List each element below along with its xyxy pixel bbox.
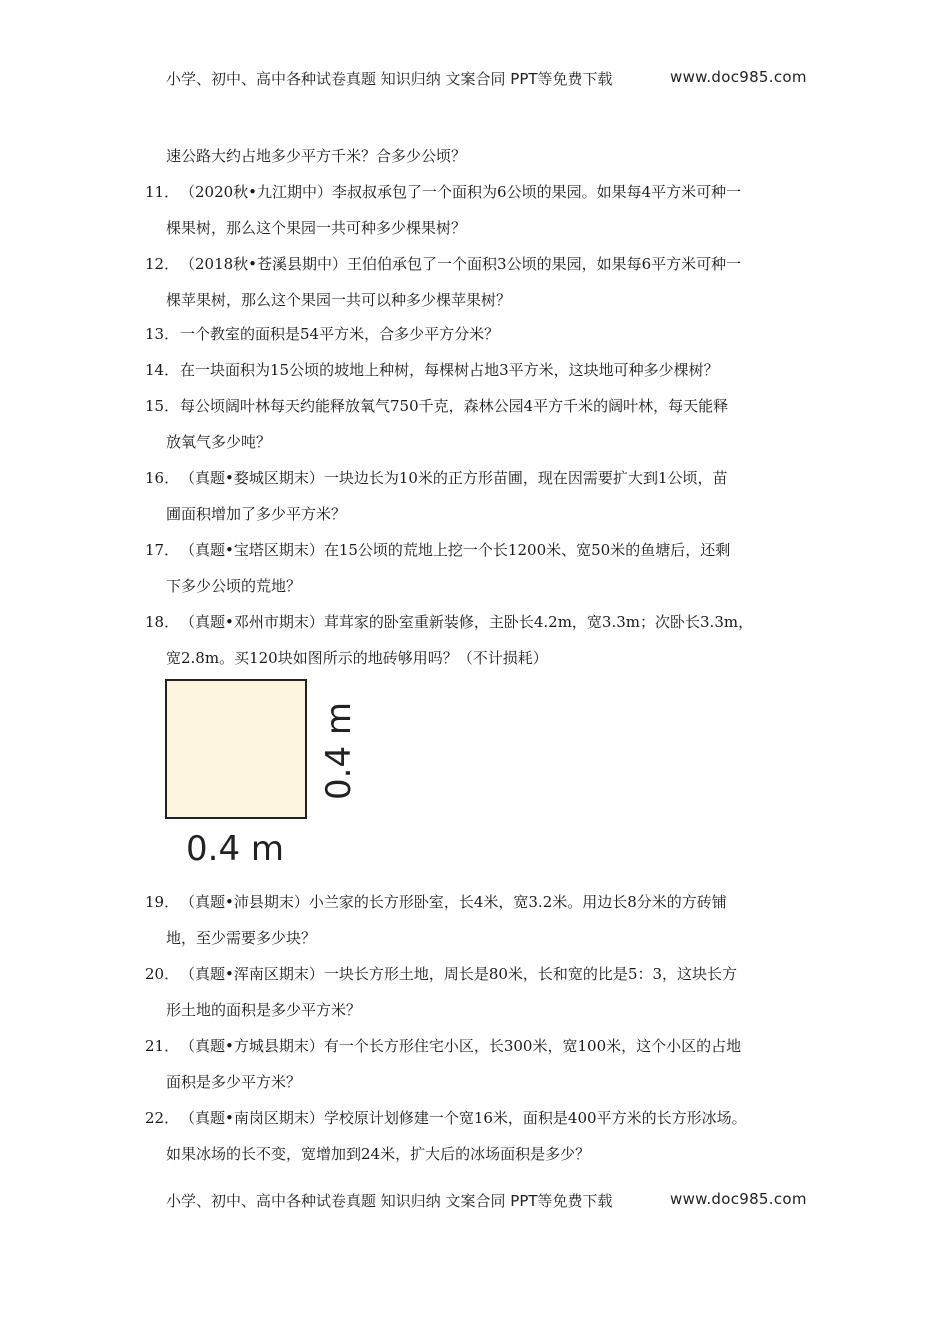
header-url[interactable]: www.doc985.com [670, 68, 807, 86]
problem-number: 12． [145, 255, 180, 273]
problem-line: （真题•邓州市期末）茸茸家的卧室重新装修，主卧长4.2m，宽3.3m；次卧长3.3m， [180, 613, 754, 631]
continuation-line: 速公路大约占地多少平方千米？合多少公顷？ [166, 147, 467, 165]
problem-line: 下多少公顷的荒地？ [166, 577, 302, 595]
problem-line: （真题•浑南区期末）一块长方形土地，周长是80米，长和宽的比是5：3，这块长方 [180, 965, 738, 983]
footer-url[interactable]: www.doc985.com [670, 1190, 807, 1208]
problem-number: 13． [145, 325, 180, 343]
problem-line: 棵果树，那么这个果园一共可种多少棵果树？ [166, 219, 467, 237]
problem-number: 14． [145, 361, 180, 379]
problem-line: 一个教室的面积是54平方米，合多少平方分米？ [180, 325, 500, 343]
tile-height-label: 0.4 m [319, 702, 359, 800]
problem-line: 形土地的面积是多少平方米？ [166, 1001, 362, 1019]
problem-line: （真题•婺城区期末）一块边长为10米的正方形苗圃，现在因需要扩大到1公顷，苗 [180, 469, 728, 487]
problem-line: 地，至少需要多少块？ [166, 929, 317, 947]
tile-figure [150, 672, 370, 872]
problem-number: 21． [145, 1037, 180, 1055]
problem-line: （2018秋•苍溪县期中）王伯伯承包了一个面积3公顷的果园，如果每6平方米可种一 [180, 255, 742, 273]
problem-line: 棵苹果树，那么这个果园一共可以种多少棵苹果树？ [166, 291, 512, 309]
problem-line: 宽2.8m。买120块如图所示的地砖够用吗？（不计损耗） [166, 649, 548, 667]
problem-line: （2020秋•九江期中）李叔叔承包了一个面积为6公顷的果园。如果每4平方米可种一 [180, 183, 742, 201]
problem-number: 20． [145, 965, 180, 983]
problem-line: （真题•宝塔区期末）在15公顷的荒地上挖一个长1200米、宽50米的鱼塘后，还剩 [180, 541, 731, 559]
problem-line: 在一块面积为15公顷的坡地上种树，每棵树占地3平方米，这块地可种多少棵树？ [180, 361, 719, 379]
problem-number: 15． [145, 397, 180, 415]
problem-line: 放氧气多少吨？ [166, 433, 272, 451]
problem-line: （真题•沛县期末）小兰家的长方形卧室，长4米，宽3.2米。用边长8分米的方砖铺 [180, 893, 727, 911]
problem-line: 面积是多少平方米？ [166, 1073, 302, 1091]
problem-number: 17． [145, 541, 180, 559]
problem-number: 19． [145, 893, 180, 911]
tile-width-label: 0.4 m [186, 829, 284, 869]
tile-square [166, 680, 306, 818]
problem-number: 11． [145, 183, 180, 201]
problem-line: （真题•南岗区期末）学校原计划修建一个宽16米，面积是400平方米的长方形冰场。 [180, 1109, 747, 1127]
problem-line: 每公顷阔叶林每天约能释放氧气750千克，森林公园4平方千米的阔叶林，每天能释 [180, 397, 729, 415]
footer-text: 小学、初中、高中各种试卷真题 知识归纳 文案合同 PPT等免费下载 [166, 1192, 613, 1210]
problem-line: （真题•方城县期末）有一个长方形住宅小区，长300米，宽100米，这个小区的占地 [180, 1037, 742, 1055]
problem-number: 16． [145, 469, 180, 487]
problem-number: 22． [145, 1109, 180, 1127]
problem-line: 圃面积增加了多少平方米？ [166, 505, 347, 523]
problem-number: 18． [145, 613, 180, 631]
header-text: 小学、初中、高中各种试卷真题 知识归纳 文案合同 PPT等免费下载 [166, 70, 613, 88]
problem-line: 如果冰场的长不变，宽增加到24米，扩大后的冰场面积是多少？ [166, 1145, 591, 1163]
